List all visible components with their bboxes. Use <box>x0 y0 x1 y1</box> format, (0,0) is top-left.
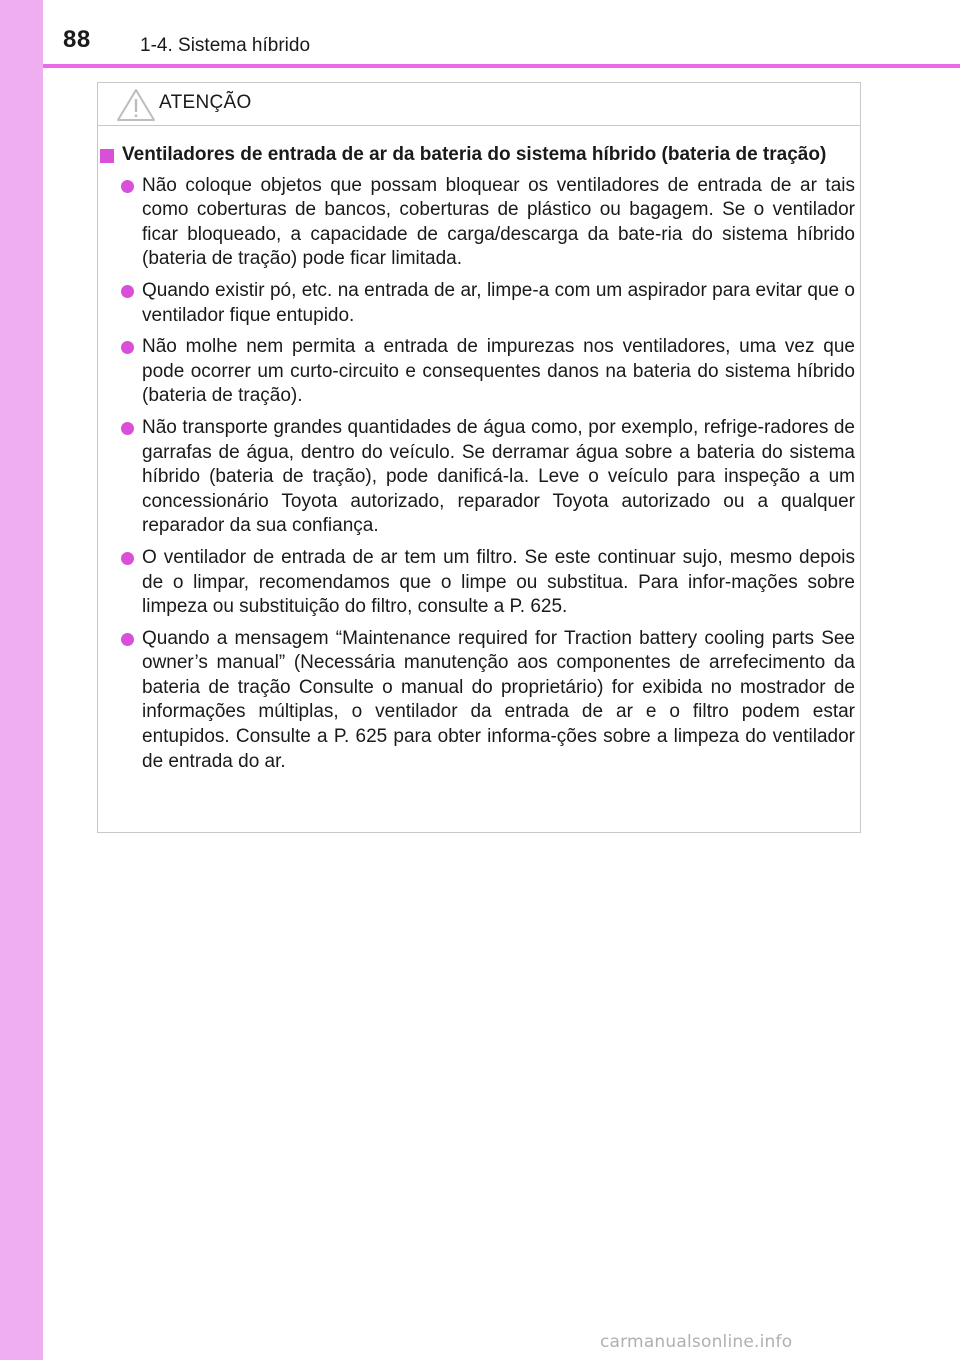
warning-content <box>99 143 855 781</box>
round-bullet-icon <box>121 285 134 298</box>
round-bullet-icon <box>121 341 134 354</box>
warning-label: ATENÇÃO <box>159 92 252 113</box>
list-item: Não transporte grandes quantidades de água como, por exemplo, refrige-radores de garrafas de água, dentro do veículo. Se derramar água sobre a bateria do sistema híbrido (bateria de tração), pode danificá-la. Leve o veículo para inspeção a um concessionário Toyota autorizado, reparador Toyota autorizado ou a qualquer reparador da sua confiança. <box>99 416 855 539</box>
list-item: Quando a mensagem “Maintenance required for Traction battery cooling parts See owner’s manual” (Necessária manutenção aos componentes de arrefecimento da bateria de tração Consulte o manual do proprietário) for exibida no mostrador de informações múltiplas, o ventilador da entrada de ar e o filtro podem estar entupidos. Consulte a P. 625 para obter informa-ções sobre a limpeza do ventilador de entrada do ar. <box>99 627 855 775</box>
round-bullet-icon <box>121 552 134 565</box>
round-bullet-icon <box>121 422 134 435</box>
header-rule <box>43 64 960 68</box>
square-bullet-icon <box>100 149 114 163</box>
watermark: carmanualsonline.info <box>600 1332 793 1352</box>
warning-heading-text: Ventiladores de entrada de ar da bateria do sistema híbrido (bateria de tração) <box>122 144 827 165</box>
round-bullet-icon <box>121 180 134 193</box>
page-number: 88 <box>63 26 91 53</box>
list-item: Não molhe nem permita a entrada de impurezas nos ventiladores, uma vez que pode ocorrer um curto-circuito e consequentes danos na bateria do sistema híbrido (bateria de tração). <box>99 335 855 409</box>
list-item: O ventilador de entrada de ar tem um filtro. Se este continuar sujo, mesmo depois de o limpar, recomendamos que o limpe ou substitua. Para infor-mações sobre limpeza ou substituição do filtro, consulte a P. 625. <box>99 546 855 620</box>
side-color-band <box>0 0 43 1360</box>
round-bullet-icon <box>121 633 134 646</box>
section-title: 1-4. Sistema híbrido <box>140 35 311 56</box>
warning-bullet-list <box>99 174 855 775</box>
warning-triangle-icon <box>116 88 156 122</box>
warning-heading <box>99 143 855 168</box>
list-item: Não coloque objetos que possam bloquear os ventiladores de entrada de ar tais como coberturas de bancos, coberturas de plástico ou bagagem. Se o ventilador ficar bloqueado, a capacidade de carga/descarga da bate-ria do sistema híbrido (bateria de tração) pode ficar limitada. <box>99 174 855 272</box>
warning-header <box>98 83 860 126</box>
list-item: Quando existir pó, etc. na entrada de ar, limpe-a com um aspirador para evitar que o ventilador fique entupido. <box>99 279 855 328</box>
header-side-strip <box>0 0 43 64</box>
